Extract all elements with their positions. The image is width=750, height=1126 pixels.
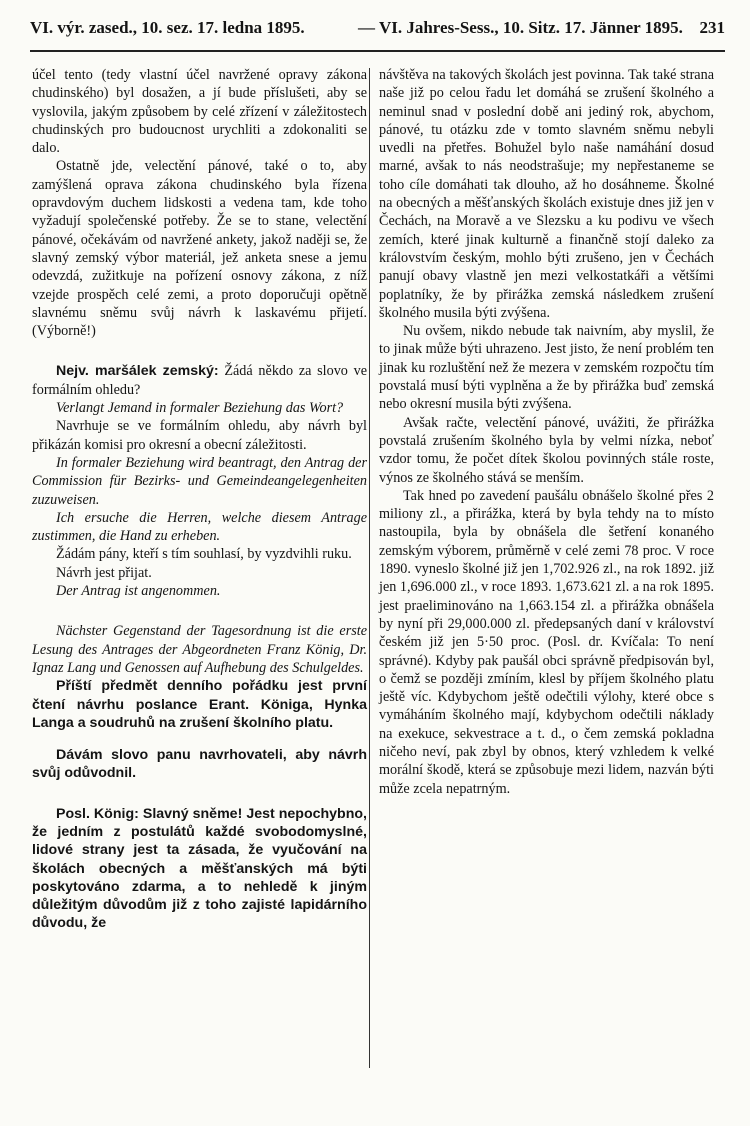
paragraph-text: Verlangt Jemand in formaler Beziehung das Wort? xyxy=(56,400,344,417)
paragraph-text: In formaler Beziehung wird beantragt, den Antrag der Commission für Bezirks- und Gemeindeangelegenheiten zuzuweisen. xyxy=(32,454,367,508)
paragraph xyxy=(32,564,367,582)
paragraph-text: Nächster Gegenstand der Tagesordnung ist die erste Lesung des Antrages der Abgeordneten Franz König, Dr. Ignaz Lang und Genossen auf Aufhebung des Schulgeldes. xyxy=(32,623,367,676)
paragraph-text: Navrhuje se ve formálním ohledu, aby návrh byl přikázán komisi pro okresní a obecní záležitosti. xyxy=(32,418,367,453)
right-column xyxy=(379,66,714,798)
running-header xyxy=(30,16,725,44)
paragraph xyxy=(379,487,714,798)
paragraph xyxy=(379,66,714,322)
header-german: — VI. Jahres-Sess., 10. Sitz. 17. Jänner 1895. xyxy=(358,18,683,37)
paragraph xyxy=(32,66,367,157)
paragraph-text: Žádám pány, kteří s tím souhlasí, by vyzdvihli ruku. xyxy=(56,546,352,563)
column-divider xyxy=(369,68,370,1068)
speaker-name: Nejv. maršálek zemský: xyxy=(56,363,219,380)
paragraph xyxy=(32,677,367,732)
paragraph xyxy=(379,322,714,413)
paragraph-text: Nu ovšem, nikdo nebude tak naivním, aby myslil, že to jinak může býti uhrazeno. Jest jisto, že není problém ten jinak ku rozluštění než že mezera v zemském rozpočtu tím povstalá musí býti vyplněna a že by přirážka buď zemská nebo okresní musila býti zvýšena. xyxy=(379,323,714,413)
paragraph-text: Ich ersuche die Herren, welche diesem Antrage zustimmen, die Hand zu erheben. xyxy=(32,509,367,545)
paragraph xyxy=(32,582,367,600)
paragraph xyxy=(32,622,367,677)
paragraph xyxy=(32,362,367,399)
paragraph-text: Tak hned po zavedení paušálu obnášelo školné přes 2 miliony zl., a přirážka, která by byla tehdy na to místo nastoupila, byla by obnášela dle šetření konaného zemským výborem, průměrně v celé zemi 78 proc. V roce 1890. vyneslo školné již jen 1,702.926 zl., na rok 1892. již jen 1,696.000 zl., v roce 1893. 1,673.621 zl. a na rok 1895. jest praeliminováno na 1,663.154 zl. a přirážka obnášela by nyní při 29,000.000 zl. předepsaných daní v království českém již jen 5·50 proc. (Posl. dr. Kvíčala: To není správné). Kdyby pak paušál obci správně předpisován byl, o čemž se později zmíním, klesl by příjem školného platu ještě víc. Kdybychom ještě odečtili výlohy, které obce s vymáháním školného mají, kdybychom odečtili náklady na exekuce, sekvestrace a t. d., o čem zemská pokladna ničeho neví, pak zbyl by obnos, který vzhledem k velké morální škodě, která se způsobuje mezi lidem, nazván býti může zcela nepatrným. xyxy=(379,487,714,797)
paragraph-text: Avšak račte, velectění pánové, uvážiti, že přirážka povstalá zrušením školného byla by velmi nízka, neboť vzdor tomu, že počet dítek školou povinných stále roste, výnos ze školného stává se menším. xyxy=(379,414,714,486)
paragraph-text: Dávám slovo panu navrhovateli, aby návrh svůj odůvodnil. xyxy=(32,747,367,782)
left-column xyxy=(32,66,367,933)
paragraph xyxy=(32,157,367,340)
paragraph-text: Příští předmět denního pořádku jest první čtení návrhu poslance Erant. Königa, Hynka Langa a soudruhů na zrušení školního platu. xyxy=(32,678,367,731)
paragraph xyxy=(379,414,714,487)
paragraph xyxy=(32,399,367,417)
paragraph xyxy=(32,417,367,454)
paragraph-text: Návrh jest přijat. xyxy=(56,564,152,581)
header-czech: VI. výr. zased., 10. sez. 17. ledna 1895. xyxy=(30,18,305,37)
paragraph-text: Slavný sněme! Jest nepochybno, že jedním z postulátů každé svobodomyslné, lidové strany jest ta zásada, že vyučování na školách obecných a měšťanských má býti poskytováno zdarma, a to nehledě k jiným důležitým důvodům již z toho zajisté lapidárního důvodu, že xyxy=(32,805,368,932)
paragraph-text: Žádá někdo za slovo ve formálním ohledu? xyxy=(32,363,367,398)
page-number: 231 xyxy=(699,18,725,37)
paragraph xyxy=(32,545,367,563)
paragraph-text: návštěva na takových školách jest povinna. Tak také strana naše již po celou řadu let domáhá se zrušení školného a neminul snad v poslední době ani jediný rok, abychom, pánové, tu otázku zde v tomto slavném sněmu nebyli uvedli na přetřes. Bohužel bylo naše namáhání dosud marné, avšak to nás neodstrašuje; my nepřestaneme se toho cíle domáhati tak dlouho, až ho dosáhneme. Školné na obecných a měšťanských školách existuje dnes již jen v Čechách, na Moravě a ve Slezsku a ku podivu ve všech zemích, které jinak kulturně a finančně stojí daleko za královstvím českým, mohlo býti zrušeno, jen v Čechách panují obavy vlastně jen mezi velkostatkáři a většími poplatníky, že by přirážka zemská následkem zrušení školného musila býti zvýšena. xyxy=(379,67,714,321)
paragraph-text: Ostatně jde, velectění pánové, také o to, aby zamýšlená oprava zákona chudinského byla řízena opravdovým duchem lidskosti a vedena tam, kde toho vyžadují společenské potřeby. Že se to stane, velectění pánové, očekávám od navržené ankety, jakož naději se, že slavný zemský výbor materiál, jež anketa snese a jemu odevzdá, zužitkuje na pořízení osnovy zákona, z níž vzejde prospěch celé zemi, a proto doporučuji opětně slavnému sněmu svůj návrh k laskavému přijetí. (Výborně!) xyxy=(32,158,367,340)
paragraph xyxy=(32,805,367,933)
header-rule xyxy=(30,50,725,52)
paragraph-text: Der Antrag ist angenommen. xyxy=(56,583,221,600)
paragraph xyxy=(32,509,367,546)
paragraph xyxy=(32,746,367,783)
paragraph-text: účel tento (tedy vlastní účel navržené opravy zákona chudinského) byl dosažen, a jí bude příslušeti, aby se vyslovila, jakým způsobem by celé zřízení v záležitostech chudinských pro budoucnost urychliti a zdokonaliti se dalo. xyxy=(32,67,367,157)
paragraph xyxy=(32,454,367,509)
speaker-name: Posl. König: xyxy=(56,805,139,822)
